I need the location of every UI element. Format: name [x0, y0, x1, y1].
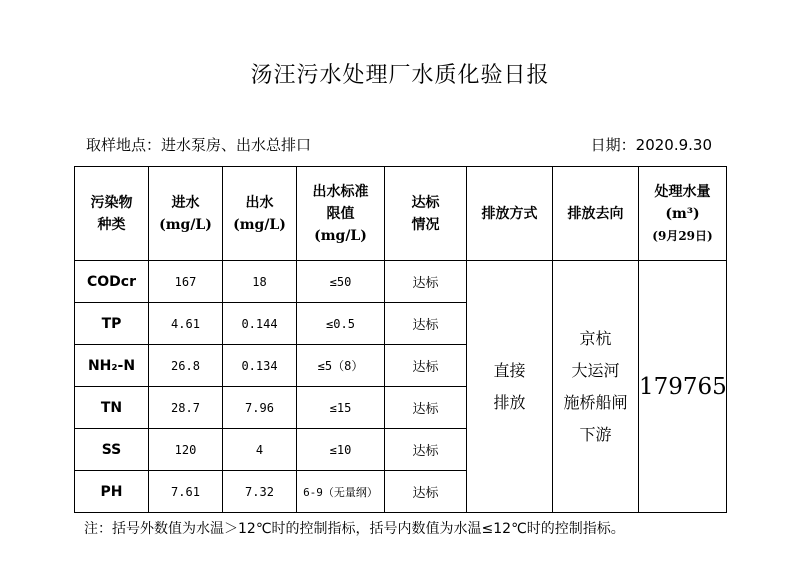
header-discharge-method: 排放方式 — [467, 167, 553, 261]
outflow-value: 0.144 — [223, 303, 297, 345]
header-discharge-direction: 排放去向 — [553, 167, 639, 261]
outflow-value: 4 — [223, 429, 297, 471]
discharge-method-cell: 直接 排放 — [467, 261, 553, 513]
table-header-row — [75, 167, 727, 261]
footnote: 注：括号外数值为水温＞12℃时的控制指标，括号内数值为水温≤12℃时的控制指标。 — [84, 521, 625, 537]
pollutant-name: CODcr — [75, 261, 149, 303]
pollutant-name: SS — [75, 429, 149, 471]
status-value: 达标 — [385, 387, 467, 429]
report-title: 汤汪污水处理厂水质化验日报 — [250, 63, 550, 88]
outflow-value: 7.96 — [223, 387, 297, 429]
status-value: 达标 — [385, 261, 467, 303]
pollutant-name: TN — [75, 387, 149, 429]
header-limit: 出水标准 限值 (mg/L) — [297, 167, 385, 261]
limit-value: ≤15 — [297, 387, 385, 429]
header-outflow: 出水 (mg/L) — [223, 167, 297, 261]
limit-value: ≤5（8） — [297, 345, 385, 387]
report-date: 日期：2020.9.30 — [590, 136, 712, 154]
inflow-value: 4.61 — [149, 303, 223, 345]
pollutant-name: PH — [75, 471, 149, 513]
water-quality-table — [74, 166, 727, 513]
limit-value: 6-9（无量纲） — [297, 471, 385, 513]
inflow-value: 26.8 — [149, 345, 223, 387]
limit-value: ≤50 — [297, 261, 385, 303]
status-value: 达标 — [385, 429, 467, 471]
inflow-value: 28.7 — [149, 387, 223, 429]
pollutant-name: NH₂-N — [75, 345, 149, 387]
limit-value: ≤0.5 — [297, 303, 385, 345]
table-row — [75, 261, 727, 303]
outflow-value: 7.32 — [223, 471, 297, 513]
inflow-value: 167 — [149, 261, 223, 303]
header-status: 达标 情况 — [385, 167, 467, 261]
treated-volume-cell: 179765 — [639, 261, 727, 513]
outflow-value: 0.134 — [223, 345, 297, 387]
status-value: 达标 — [385, 471, 467, 513]
pollutant-name: TP — [75, 303, 149, 345]
status-value: 达标 — [385, 303, 467, 345]
inflow-value: 7.61 — [149, 471, 223, 513]
discharge-direction-cell: 京杭 大运河 施桥船闸 下游 — [553, 261, 639, 513]
header-inflow: 进水 (mg/L) — [149, 167, 223, 261]
header-pollutant: 污染物 种类 — [75, 167, 149, 261]
limit-value: ≤10 — [297, 429, 385, 471]
inflow-value: 120 — [149, 429, 223, 471]
sampling-location: 取样地点：进水泵房、出水总排口 — [86, 136, 312, 154]
header-volume: 处理水量 (m³) (9月29日) — [639, 167, 727, 261]
outflow-value: 18 — [223, 261, 297, 303]
status-value: 达标 — [385, 345, 467, 387]
